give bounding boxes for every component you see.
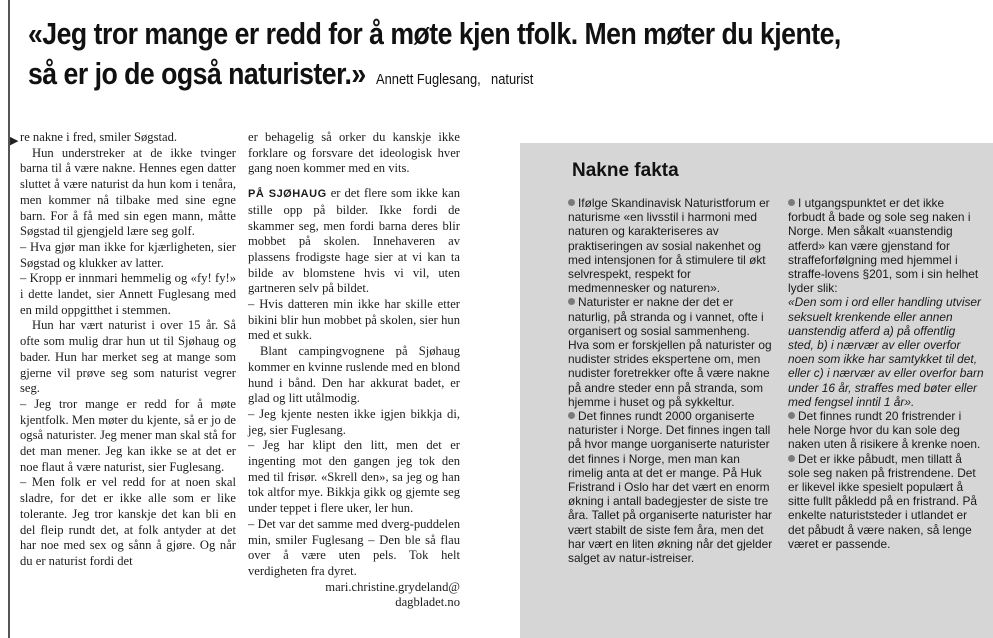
article-paragraph: – Det var det samme med dverg-puddelen min, smiler Fuglesang – Den ble så flau over å være uten pels. Tok helt verdigheten fra dyret. — [248, 516, 460, 578]
fact-item — [788, 452, 984, 551]
kicker-text: er det flere som ikke kan stille opp på bilder. Ikke fordi de skammer seg, men fordi barna deres blir mobbet på skolen. Innehaveren av plassens frodigste hage sier at vi kan ta bilde av blomstene hvis vi vil, uten gartneren selv på bildet. — [248, 186, 460, 296]
bullet-icon — [568, 298, 575, 305]
quote-author: Annett Fuglesang, — [376, 71, 481, 88]
article-paragraph: – Jeg har klipt den litt, men det er ingenting mot den gangen jeg tok den med til frisør. «Skrell den», sa jeg og han tok altfor mye. Bikkja gikk og gjemte seg under teppet i flere uker, ler hun. — [248, 438, 460, 516]
bullet-icon — [568, 199, 575, 206]
article-paragraph: – Hvis datteren min ikke har skille etter bikini blir hun mobbet på skolen, sier hun med et sukk. — [248, 297, 460, 343]
article-paragraph: – Jeg tror mange er redd for å møte kjentfolk. Men møter du kjente, så er jo de også naturister. Jeg mener man skal stå for det man mener. Jeg kan ikke se at det er noe flaut å være naturist, sier Fuglesang. — [20, 396, 236, 474]
fact-box-column-1 — [568, 196, 774, 565]
pull-quote — [28, 14, 978, 100]
fact-item — [568, 409, 774, 565]
section-kicker: PÅ SJØHAUG — [248, 188, 327, 201]
bullet-icon — [788, 412, 795, 419]
column-rule — [8, 0, 10, 638]
article-paragraph: Blant campingvognene på Sjøhaug kommer en kvinne ruslende med en blond hund i bånd. Den har akkurat badet, er glad og litt utålmodig. — [248, 344, 460, 406]
fact-text: Ifølge Skandinavisk Naturistforum er naturisme «en livsstil i harmoni med naturen og karakteriseres av praktiseringen av sosial nakenhet og med intensjonen for å stimulere til økt selvrespekt, respekt for medmennesker og naturen». — [568, 196, 770, 296]
continuation-arrow-icon: ▶ — [10, 134, 19, 147]
article-paragraph: – Men folk er vel redd for at noen skal sladre, for det er ikke alle som er like tolerante. Jeg tror kanskje det kan bli en del fleip rundt det, at folk antyder at det har noe med sex og sånn å gjøre. Og når du er naturist fordi det — [20, 475, 236, 568]
pull-quote-line-1: «Jeg tror mange er redd for å møte kjen tfolk. Men møter du kjente, — [28, 16, 841, 51]
bullet-icon — [788, 199, 795, 206]
pull-quote-line-2 — [28, 54, 845, 100]
article-paragraph — [248, 186, 460, 297]
fact-box-title: Nakne fakta — [572, 160, 679, 181]
article-paragraph: Hun har vært naturist i over 15 år. Så ofte som mulig drar hun ut til Sjøhaug og bader. Hun har merket seg at mange som gjerne vil prøve seg som naturist vegrer seg. — [20, 318, 236, 396]
fact-item — [568, 295, 774, 409]
article-column-2 — [248, 130, 460, 611]
bullet-icon — [568, 412, 575, 419]
pull-quote-line-2-text: så er jo de også naturister.» — [28, 56, 366, 91]
fact-item — [788, 196, 984, 295]
article-column-1 — [20, 130, 236, 570]
fact-item — [788, 409, 984, 452]
signature-domain: dagbladet.no — [395, 595, 460, 610]
fact-text: Det er ikke påbudt, men tillatt å sole seg naken på fristrendene. Det er likevel ikke spesielt populært å sitte fullt påkledd på en fristrand. På enkelte naturiststeder i utlandet er det påbudt å være naken, så lenge været er passende. — [788, 451, 978, 551]
article-paragraph: re nakne i fred, smiler Søgstad. — [20, 130, 178, 144]
law-quote: «Den som i ord eller handling utviser seksuelt krenkende eller annen uanstendig atferd a) på offentlig sted, b) i nærvær av eller overfor noen som ikke har samtykket til det, eller c) i nærvær av eller overfor barn under 16 år, straffes med bøter eller med fengsel inntil 1 år». — [788, 295, 984, 409]
fact-text: I utgangspunktet er det ikke forbudt å bade og sole seg naken i Norge. Men såkalt «uanstendig atferd» kan være gjenstand for straffeforfølgning med hjemmel i straffe-lovens §201, som i sin helhet lyder slik: — [788, 196, 979, 296]
quote-author-role: naturist — [491, 71, 534, 88]
signature-email: mari.christine.grydeland@ — [325, 579, 460, 594]
article-paragraph: – Hva gjør man ikke for kjærligheten, sier Søgstad og klukker av latter. — [20, 239, 236, 270]
bullet-icon — [788, 455, 795, 462]
article-paragraph: – Jeg kjente nesten ikke igjen bikkja di, jeg, sier Fuglesang. — [248, 406, 460, 437]
article-paragraph: – Kropp er innmari hemmelig og «fy! fy!» i dette landet, sier Annett Fuglesang med en mild oppgitthet i stemmen. — [20, 271, 236, 317]
article-paragraph: er behagelig så orker du kanskje ikke forklare og forsvare det ideologisk hver gang noen kommer med en vits. — [248, 130, 460, 176]
fact-text: Naturister er nakne der det er naturlig, på stranda og i vannet, ofte i organisert og sosial sammenheng. Hva som er forskjellen på naturister og nudister strides ekspertene om, men nudister foretrekker ofte å være nakne på andre steder enn på stranda, som hjemme i huset og på sykkeltur. — [568, 295, 772, 409]
fact-text: Det finnes rundt 20 fristrender i hele Norge hvor du kan sole deg naken uten å risikere å krenke noen. — [788, 409, 981, 452]
fact-box-column-2 — [788, 196, 984, 551]
fact-item — [568, 196, 774, 295]
fact-text: Det finnes rundt 2000 organiserte naturister i Norge. Det finnes ingen tall på hvor mange uorganiserte naturister det finnes i Norge, men man kan rimelig anta at det er mange. På Huk Fristrand i Oslo har det vært en enorm økning i antall badegjester de siste tre åra. Tallet på organiserte naturister har vært stabilt de siste fem åra, men det har vært en liten økning når det gjelder salget av natur-istreiser. — [568, 409, 773, 566]
article-paragraph: Hun understreker at de ikke tvinger barna til å være nakne. Hennes egen datter sluttet å være naturist da hun kom i tenåra, men kommer nå tilbake med sine egne barn. For å få med sin egen mann, måtte Søgstad til gjengjeld lære seg golf. — [20, 145, 236, 239]
